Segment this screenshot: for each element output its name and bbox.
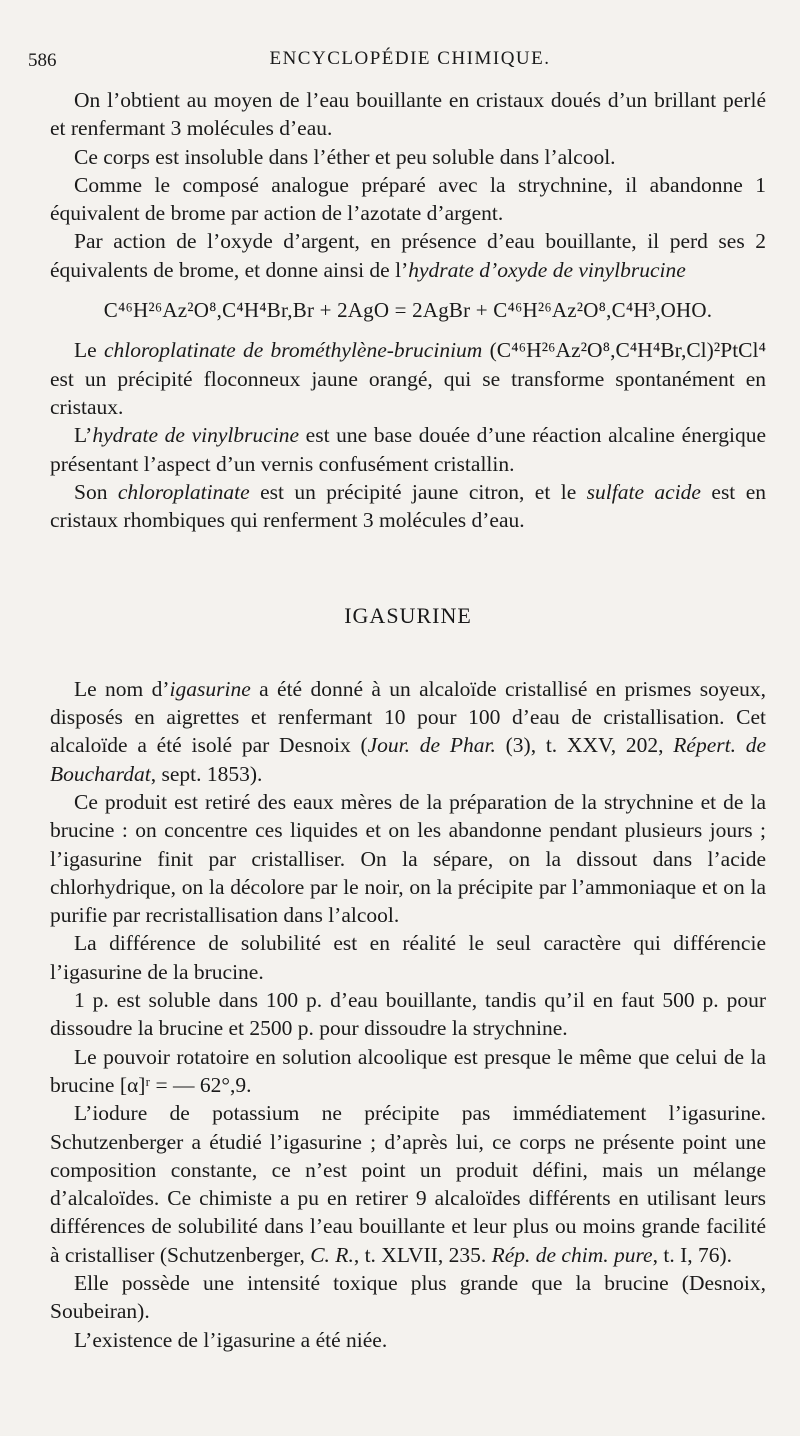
paragraph-6-text-end: est une base douée d’une réaction alcaline énergique présentant l’aspect d’un vernis confusément cristallin. [50, 423, 766, 476]
paragraph-4 [50, 227, 766, 284]
paragraph-8-text-mid: a été donné à un alcaloïde cristallisé en prismes soyeux, disposés en aigrettes et renfermant 10 pour 100 d’eau de cristallisation. Cet alcaloïde a été isolé par Desnoix ( [50, 676, 766, 758]
paragraph-4-italic: hydrate d’oxyde de vinylbrucine [408, 257, 686, 282]
paragraph-6-text: L’ [74, 423, 93, 448]
paragraph-13-italic-2: Rép. de chim. pure [491, 1242, 653, 1267]
paragraph-8-text: Le nom d’ [74, 676, 170, 701]
paragraph-8 [50, 675, 766, 788]
paragraph-5-italic: chloroplatinate de brométhylène-brucinium [103, 338, 483, 363]
paragraph-8-italic-2: Jour. de Phar. [367, 733, 496, 758]
paragraph-13 [50, 1099, 766, 1269]
paragraph-8-text-end: , sept. 1853). [150, 761, 263, 786]
section-title: IGASURINE [344, 603, 472, 629]
paragraph-2: Ce corps est insoluble dans l’éther et peu soluble dans l’alcool. [74, 144, 616, 169]
paragraph-13-text-mid: , t. XLVII, 235. [353, 1242, 492, 1267]
paragraph-11: 1 p. est soluble dans 100 p. d’eau bouillante, tandis qu’il en faut 500 p. pour dissoudre la brucine et 2500 p. pour dissoudre la strychnine. [50, 988, 766, 1041]
paragraph-6-italic: hydrate de vinylbrucine [92, 423, 300, 448]
paragraph-8-italic-3: Répert. de Bouchardat [50, 733, 767, 786]
paragraph-9: Ce produit est retiré des eaux mères de la préparation de la strychnine et de la brucine : on concentre ces liquides et on les abandonne pendant plusieurs jours ; l’igasurine finit par cristalliser. On la sépare, on la dissout dans l’acide chlorhydrique, on la décolore par le noir, on la précipite par l’ammoniaque et on la purifie par recristallisation dans l’alcool. [50, 789, 766, 928]
paragraph-7-text-end: est en cristaux rhombiques qui renferment 3 molécules d’eau. [50, 479, 766, 533]
page-body [0, 86, 800, 1354]
paragraph-4-text: Par action de l’oxyde d’argent, en présence d’eau bouillante, il perd ses 2 équivalents de brome, et donne ainsi de l’ [50, 229, 766, 282]
paragraph-7-italic-1: chloroplatinate [117, 479, 250, 504]
paragraph-5-text-end: (C⁴⁶H²⁶Az²O⁸,C⁴H⁴Br,Cl)²PtCl⁴ est un précipité floconneux jaune orangé, qui se transforme spontanément en cristaux. [50, 338, 766, 419]
paragraph-14: Elle possède une intensité toxique plus grande que la brucine (Desnoix, Soubeiran). [50, 1270, 766, 1324]
paragraph-6 [50, 421, 766, 478]
running-title: ENCYCLOPÉDIE CHIMIQUE. [269, 48, 551, 69]
paragraph-5 [50, 336, 766, 421]
paragraph-12: Le pouvoir rotatoire en solution alcoolique est presque le même que celui de la brucine [α]ʳ = — 62°,9. [50, 1044, 766, 1097]
paragraph-15: L’existence de l’igasurine a été niée. [74, 1327, 388, 1352]
paragraph-13-italic-1: C. R. [310, 1242, 354, 1267]
paragraph-5-text: Le [74, 338, 104, 363]
paragraph-8-italic-1: igasurine [169, 676, 251, 701]
paragraph-10: La différence de solubilité est en réalité le seul caractère qui différencie l’igasurine de la brucine. [50, 931, 766, 984]
paragraph-8-text-mid2: (3), t. XXV, 202, [495, 733, 674, 758]
page-number: 586 [28, 50, 57, 71]
paragraph-1: On l’obtient au moyen de l’eau bouillante en cristaux doués d’un brillant perlé et renfermant 3 molécules d’eau. [50, 88, 766, 141]
paragraph-3: Comme le composé analogue préparé avec la strychnine, il abandonne 1 équivalent de brome par action de l’azotate d’argent. [50, 172, 766, 226]
paragraph-13-text: L’iodure de potassium ne précipite pas immédiatement l’igasurine. Schutzenberger a étudié l’igasurine ; d’après lui, ce corps ne présente point une composition constante, ce n’est point un produit défini, mais un mélange d’alcaloïdes. Ce chimiste a pu en retirer 9 alcaloïdes différents en utilisant leurs différences de solubilité dans l’eau bouillante et leur plus ou moins grande facilité à cristalliser (Schutzenberger, [50, 1101, 766, 1267]
paragraph-7 [50, 478, 766, 535]
reaction-formula: C⁴⁶H²⁶Az²O⁸,C⁴H⁴Br,Br + 2AgO = 2AgBr + C⁴⁶H²⁶Az²O⁸,C⁴H³,OHO. [103, 298, 713, 323]
paragraph-7-text-mid: est un précipité jaune citron, et le [249, 479, 587, 504]
paragraph-7-text: Son [74, 479, 118, 504]
paragraph-13-text-end: , t. I, 76). [652, 1242, 733, 1267]
paragraph-7-italic-2: sulfate acide [586, 479, 701, 504]
